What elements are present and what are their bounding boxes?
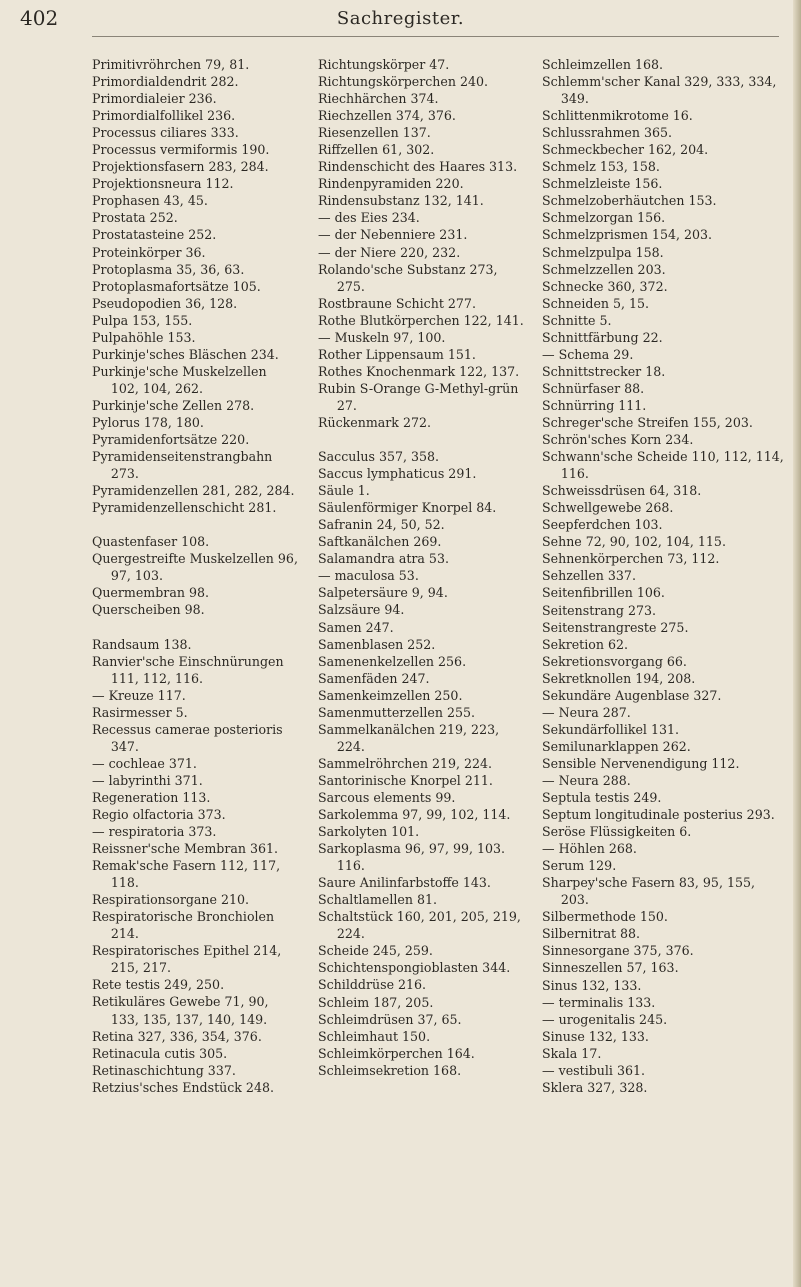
index-entry: — Kreuze 117. — [92, 687, 186, 703]
index-entry: Regeneration 113. — [92, 789, 211, 805]
index-entry: — Schema 29. — [542, 346, 634, 362]
index-entry: — maculosa 53. — [318, 568, 419, 584]
index-entry: Schilddrüse 216. — [318, 977, 427, 993]
index-entry: Schmelzoberhäutchen 153. — [542, 193, 717, 209]
index-entry: Pyramidenzellenschicht 281. — [92, 500, 277, 516]
index-entry: Schweissdrüsen 64, 318. — [542, 483, 702, 499]
index-entry: Schaltlamellen 81. — [318, 892, 437, 908]
index-entry: Remak'sche Fasern 112, 117, 118. — [92, 858, 281, 891]
index-entry: Recessus camerae posterioris 347. — [92, 721, 283, 754]
index-entry: Seitenfibrillen 106. — [542, 585, 665, 601]
index-entry: Rindenschicht des Haares 313. — [318, 159, 518, 175]
index-entry: Schaltstück 160, 201, 205, 219, 224. — [318, 909, 521, 942]
index-entry: Septum longitudinale posterius 293. — [542, 807, 775, 823]
index-entry: Rubin S-Orange G-Methyl-grün 27. — [318, 380, 519, 413]
index-entry: Seitenstrang 273. — [542, 602, 657, 618]
index-entry: Sekretion 62. — [542, 636, 628, 652]
index-entry: Rete testis 249, 250. — [92, 977, 225, 993]
index-entry: Salzsäure 94. — [318, 602, 405, 618]
index-entry: Pulpahöhle 153. — [92, 329, 196, 345]
index-entry: Schnitte 5. — [542, 312, 612, 328]
index-entry: Schrön'sches Korn 234. — [542, 432, 694, 448]
index-entry: Rückenmark 272. — [318, 414, 431, 430]
index-entry: Sehne 72, 90, 102, 104, 115. — [542, 534, 726, 550]
index-entry: Sinuse 132, 133. — [542, 1028, 649, 1044]
index-entry: — respiratoria 373. — [92, 824, 217, 840]
index-entry: — terminalis 133. — [542, 994, 656, 1010]
index-entry: Projektionsneura 112. — [92, 176, 234, 192]
index-entry: Samenkeimzellen 250. — [318, 687, 463, 703]
index-entry: Salamandra atra 53. — [318, 551, 449, 567]
index-entry: Rother Lippensaum 151. — [318, 346, 476, 362]
index-entry: Rolando'sche Substanz 273, 275. — [318, 261, 498, 294]
index-entry: Schmelzleiste 156. — [542, 176, 663, 192]
index-entry: Sehzellen 337. — [542, 568, 636, 584]
index-entry: Prostatasteine 252. — [92, 227, 217, 243]
index-entry: Rindensubstanz 132, 141. — [318, 193, 484, 209]
index-entry: Rothes Knochenmark 122, 137. — [318, 363, 520, 379]
index-entry: Querscheiben 98. — [92, 602, 205, 618]
index-entry: Samenfäden 247. — [318, 670, 430, 686]
index-entry: Proteinkörper 36. — [92, 244, 206, 260]
index-entry: Schwellgewebe 268. — [542, 500, 674, 516]
index-entry: Processus ciliares 333. — [92, 125, 239, 141]
index-entry: — vestibuli 361. — [542, 1062, 645, 1078]
index-entry: Ranvier'sche Einschnürungen 111, 112, 116. — [92, 653, 284, 686]
index-entry: Quermembran 98. — [92, 585, 209, 601]
index-entry: Sharpey'sche Fasern 83, 95, 155, 203. — [542, 875, 755, 908]
index-column-2 — [318, 56, 525, 1079]
index-entry: Sinus 132, 133. — [542, 977, 642, 993]
index-entry: Richtungskörper 47. — [318, 57, 450, 72]
index-entry: Respirationsorgane 210. — [92, 892, 250, 908]
index-entry: Saure Anilinfarbstoffe 143. — [318, 875, 491, 891]
index-entry: Primitivröhrchen 79, 81. — [92, 57, 250, 72]
index-entry: Primordialdendrit 282. — [92, 74, 239, 90]
index-entry: Quastenfaser 108. — [92, 534, 210, 550]
index-entry: — des Eies 234. — [318, 210, 420, 226]
index-entry: Serum 129. — [542, 858, 617, 874]
index-entry: Schleimhaut 150. — [318, 1028, 431, 1044]
index-entry: Pylorus 178, 180. — [92, 414, 204, 430]
index-entry: Rostbraune Schicht 277. — [318, 295, 476, 311]
index-entry: Sekretionsvorgang 66. — [542, 653, 687, 669]
index-entry: Schmelzprismen 154, 203. — [542, 227, 713, 243]
index-entry: Protoplasma 35, 36, 63. — [92, 261, 245, 277]
index-entry: Schwann'sche Scheide 110, 112, 114, 116. — [542, 449, 784, 482]
index-entry: Prostata 252. — [92, 210, 178, 226]
index-entry: — Neura 288. — [542, 772, 631, 788]
index-entry: Schlemm'scher Kanal 329, 333, 334, 349. — [542, 74, 777, 107]
index-entry: Skala 17. — [542, 1045, 602, 1061]
index-entry: Pseudopodien 36, 128. — [92, 295, 238, 311]
index-entry: Primordialfollikel 236. — [92, 108, 236, 124]
index-entry: Richtungskörperchen 240. — [318, 74, 489, 90]
index-entry: Schnittstrecker 18. — [542, 363, 666, 379]
index-entry: Salpetersäure 9, 94. — [318, 585, 448, 601]
index-entry: Pyramidenseitenstrangbahn 273. — [92, 449, 273, 482]
index-entry: Randsaum 138. — [92, 636, 192, 652]
index-entry: Seepferdchen 103. — [542, 517, 663, 533]
header-divider — [92, 36, 779, 37]
index-entry: Schleim 187, 205. — [318, 994, 434, 1010]
index-entry: Schmelzpulpa 158. — [542, 244, 664, 260]
index-entry: Processus vermiformis 190. — [92, 142, 270, 158]
index-entry: Respiratorische Bronchiolen 214. — [92, 909, 275, 942]
index-column-3 — [542, 56, 786, 1096]
index-entry: Schmelzzellen 203. — [542, 261, 666, 277]
index-entry: Semilunarklappen 262. — [542, 738, 691, 754]
index-entry: Riechhärchen 374. — [318, 91, 439, 107]
index-entry: Seitenstrangreste 275. — [542, 619, 689, 635]
index-entry: Primordialeier 236. — [92, 91, 217, 107]
index-entry: Riesenzellen 137. — [318, 125, 431, 141]
index-entry: Projektionsfasern 283, 284. — [92, 159, 269, 175]
index-entry: Retzius'sches Endstück 248. — [92, 1079, 274, 1095]
index-entry: Purkinje'sche Muskelzellen 102, 104, 262. — [92, 363, 267, 396]
section-gap — [318, 431, 525, 448]
index-entry: Protoplasmafortsätze 105. — [92, 278, 261, 294]
index-entry: Sekretknollen 194, 208. — [542, 670, 696, 686]
index-entry: Rasirmesser 5. — [92, 704, 188, 720]
index-entry: Purkinje'sches Bläschen 234. — [92, 346, 279, 362]
index-entry: Sammelkanälchen 219, 223, 224. — [318, 721, 500, 754]
index-entry: Safranin 24, 50, 52. — [318, 517, 445, 533]
index-entry: Prophasen 43, 45. — [92, 193, 208, 209]
section-gap — [92, 619, 298, 636]
index-entry: Sarcous elements 99. — [318, 789, 456, 805]
index-entry: Quergestreifte Muskelzellen 96, 97, 103. — [92, 551, 298, 584]
index-entry: Sehnenkörperchen 73, 112. — [542, 551, 720, 567]
index-entry: Rindenpyramiden 220. — [318, 176, 464, 192]
index-entry: Santorinische Knorpel 211. — [318, 772, 493, 788]
index-entry: Purkinje'sche Zellen 278. — [92, 397, 255, 413]
index-entry: Schleimzellen 168. — [542, 57, 663, 72]
index-entry: — cochleae 371. — [92, 755, 197, 771]
index-entry: Schnürring 111. — [542, 397, 647, 413]
index-entry: Rothe Blutkörperchen 122, 141. — [318, 312, 524, 328]
index-entry: Schnittfärbung 22. — [542, 329, 663, 345]
index-entry: Samen 247. — [318, 619, 394, 635]
page-number: 402 — [20, 6, 59, 30]
index-entry: Samenblasen 252. — [318, 636, 436, 652]
index-entry: Säulenförmiger Knorpel 84. — [318, 500, 497, 516]
index-entry: Regio olfactoria 373. — [92, 806, 226, 822]
index-entry: Schnürfaser 88. — [542, 380, 645, 396]
index-entry: Retina 327, 336, 354, 376. — [92, 1028, 262, 1044]
index-entry: Schlittenmikrotome 16. — [542, 108, 693, 124]
index-entry: Sarkoplasma 96, 97, 99, 103. 116. — [318, 841, 506, 874]
index-entry: Seröse Flüssigkeiten 6. — [542, 824, 692, 840]
index-entry: Schmelzorgan 156. — [542, 210, 666, 226]
index-entry: — urogenitalis 245. — [542, 1011, 668, 1027]
index-entry: — Höhlen 268. — [542, 841, 637, 857]
index-entry: Sammelröhrchen 219, 224. — [318, 755, 493, 771]
index-entry: Schleimdrüsen 37, 65. — [318, 1011, 462, 1027]
index-entry: Pyramidenfortsätze 220. — [92, 432, 250, 448]
index-entry: Sarkolyten 101. — [318, 824, 420, 840]
index-entry: Pyramidenzellen 281, 282, 284. — [92, 483, 295, 499]
index-entry: Schichtenspongioblasten 344. — [318, 960, 511, 976]
index-entry: Schleimsekretion 168. — [318, 1062, 462, 1078]
index-entry: Schmeckbecher 162, 204. — [542, 142, 709, 158]
index-column-1 — [92, 56, 298, 1096]
index-entry: Respiratorisches Epithel 214, 215, 217. — [92, 943, 282, 976]
index-entry: Sekundäre Augenblase 327. — [542, 687, 722, 703]
index-entry: Riechzellen 374, 376. — [318, 108, 456, 124]
index-entry: Silbermethode 150. — [542, 909, 668, 925]
index-entry: — Neura 287. — [542, 704, 631, 720]
index-entry: Retinacula cutis 305. — [92, 1045, 228, 1061]
index-entry: — labyrinthi 371. — [92, 772, 203, 788]
index-entry: Sinnesorgane 375, 376. — [542, 943, 694, 959]
index-entry: Sklera 327, 328. — [542, 1079, 648, 1095]
index-entry: Schnecke 360, 372. — [542, 278, 668, 294]
index-entry: Schmelz 153, 158. — [542, 159, 660, 175]
page-edge — [793, 0, 801, 1287]
index-entry: — der Niere 220, 232. — [318, 244, 461, 260]
index-entry: Samenmutterzellen 255. — [318, 704, 476, 720]
index-entry: Septula testis 249. — [542, 790, 662, 806]
index-entry: Säule 1. — [318, 483, 370, 499]
index-entry: Schlussrahmen 365. — [542, 125, 673, 141]
index-entry: Retinaschichtung 337. — [92, 1062, 236, 1078]
index-entry: Sinneszellen 57, 163. — [542, 960, 679, 976]
index-entry: Retikuläres Gewebe 71, 90, 133, 135, 137, 140, 149. — [92, 994, 269, 1027]
index-entry: Saftkanälchen 269. — [318, 534, 442, 550]
index-entry: Schneiden 5, 15. — [542, 295, 650, 311]
index-entry: Schleimkörperchen 164. — [318, 1045, 475, 1061]
index-entry: Silbernitrat 88. — [542, 926, 641, 942]
page-title: Sachregister. — [336, 8, 465, 29]
index-entry: Samenenkelzellen 256. — [318, 653, 467, 669]
index-entry: Pulpa 153, 155. — [92, 312, 193, 328]
index-entry: Saccus lymphaticus 291. — [318, 466, 477, 482]
index-entry: Scheide 245, 259. — [318, 943, 433, 959]
index-entry: Sarkolemma 97, 99, 102, 114. — [318, 807, 511, 823]
index-entry: — Muskeln 97, 100. — [318, 329, 446, 345]
index-entry: — der Nebenniere 231. — [318, 227, 468, 243]
index-entry: Sensible Nervenendigung 112. — [542, 755, 740, 771]
index-entry: Reissner'sche Membran 361. — [92, 841, 279, 857]
index-entry: Sekundärfollikel 131. — [542, 721, 680, 737]
index-entry: Riffzellen 61, 302. — [318, 142, 435, 158]
section-gap — [92, 516, 298, 533]
index-entry: Sacculus 357, 358. — [318, 449, 440, 465]
index-entry: Schreger'sche Streifen 155, 203. — [542, 414, 753, 430]
